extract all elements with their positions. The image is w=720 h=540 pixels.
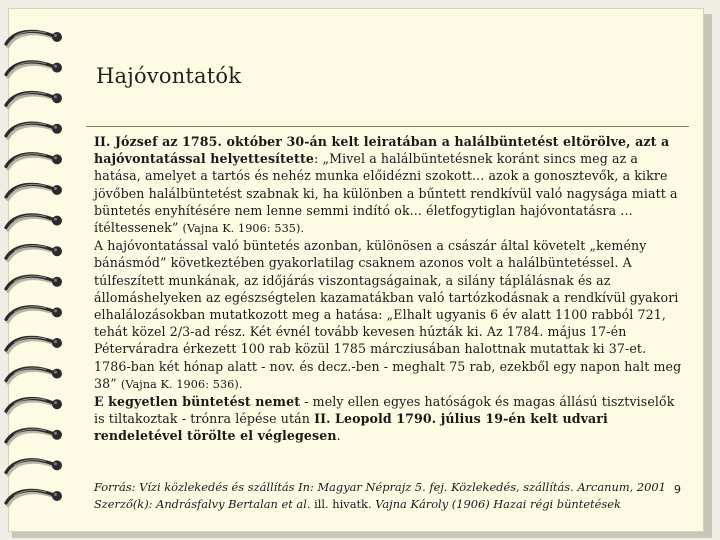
abolition-lead: E kegyetlen büntetést nemet xyxy=(94,394,301,410)
paragraph-mortality xyxy=(94,237,684,393)
binding-ring xyxy=(6,429,62,444)
binding-ring xyxy=(6,62,62,77)
binding-ring xyxy=(6,93,62,108)
spiral-binding xyxy=(0,0,80,540)
mortality-citation: (Vajna K. 1906: 536). xyxy=(120,377,243,391)
abolition-text: - mely ellen egyes hatóságok és magas állású tisztviselők is tiltakoztak - trónra lépése után xyxy=(94,394,675,427)
mortality-text: A hajóvontatással való büntetés azonban, különösen a császár által követelt „kemény bánásmód” következtében gyakorlatilag csaknem azonos volt a halálbüntetéssel. A túlfeszített munkának, az időjárás viszontagságainak, a silány táplálásnak és az állomáshelyeken az egészségtelen kazamatákban való tartózkodásnak a rendkívül gyakori elhalálozásokban mutatkozott meg a hatása: „Elhalt ugyanis 6 év alatt 1100 rabból 721, tehát közel 2/3-ad rész. Két évnél tovább kevesen húzták ki. Az 1784. május 17-én Péterváradra érkezett 100 rab közül 1785 márcziusában halottnak mutattak ki 37-et. 1786-ban két hónap alatt - nov. és decz.-ben - meghalt 75 rab, ezekből egy napon halt meg 38” xyxy=(94,238,682,391)
binding-ring xyxy=(6,460,62,475)
binding-ring xyxy=(6,368,62,383)
title-divider xyxy=(86,126,689,127)
source-reference: Vajna Károly (1906) Hazai régi büntetések xyxy=(375,497,621,511)
slide-title: Hajóvontatók xyxy=(96,64,242,88)
paragraph-decree xyxy=(94,133,684,237)
binding-ring xyxy=(6,31,62,46)
slide-body xyxy=(94,133,684,445)
source-line-2 xyxy=(94,496,669,513)
page-number: 9 xyxy=(674,483,681,496)
binding-ring xyxy=(6,276,62,291)
abolition-end: . xyxy=(336,428,341,444)
binding-ring xyxy=(6,123,62,138)
source-reference-note: ill. hivatk. xyxy=(310,497,376,511)
binding-ring xyxy=(6,307,62,322)
binding-ring xyxy=(6,184,62,199)
source-line-1: Forrás: Vízi közlekedés és szállítás In: Magyar Néprajz 5. fej. Közlekedés, szállítás. Arcanum, 2001 xyxy=(94,480,666,494)
binding-ring xyxy=(6,337,62,352)
binding-ring xyxy=(6,154,62,169)
binding-ring xyxy=(6,215,62,230)
decree-lead: II. József az 1785. október 30-án kelt leiratában a halálbüntetést eltörölve, azt a hajóvontatással helyettesítette xyxy=(94,134,670,167)
paragraph-abolition xyxy=(94,393,684,445)
decree-text: : „Mivel a halálbüntetésnek koránt sincs meg az a hatása, amelyet a tartós és nehéz munka előidézni szokott... azok a gonosztevők, a kikre jövőben halálbüntetést szabnak ki, ha különben a bűntett rendkívül való nagysága miatt a büntetés enyhítésére nem lenne semmi indító ok... életfogytiglan hajóvontatásra ... ítéltessenek” xyxy=(94,151,678,236)
binding-ring xyxy=(6,399,62,414)
binding-ring xyxy=(6,490,62,505)
abolition-tail: II. Leopold 1790. július 19-én kelt udvari rendeletével törölte el véglegesen xyxy=(94,411,608,444)
decree-citation: (Vajna K. 1906: 535). xyxy=(182,222,305,236)
source-authors: Szerző(k): Andrásfalvy Bertalan et al. xyxy=(94,497,311,511)
binding-ring xyxy=(6,246,62,261)
source-note xyxy=(94,479,669,513)
